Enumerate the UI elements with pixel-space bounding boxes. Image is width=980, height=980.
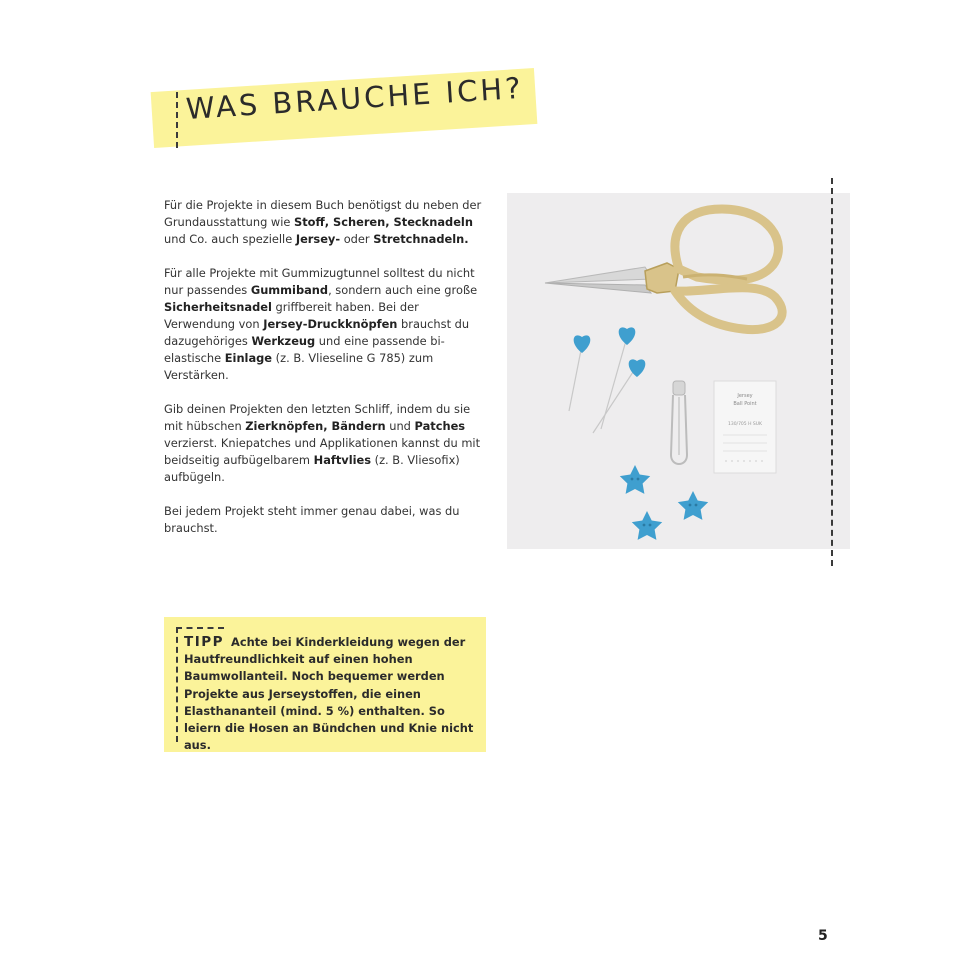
page-title: WAS BRAUCHE ICH? bbox=[184, 70, 525, 126]
photo-illustration bbox=[507, 193, 850, 549]
tip-label: TIPP bbox=[184, 634, 225, 650]
tip-dashed-line-left bbox=[176, 627, 178, 742]
tip-dashed-line-top bbox=[176, 627, 224, 629]
star-buttons-icon bbox=[620, 465, 708, 540]
paragraph-2 bbox=[164, 265, 486, 384]
p2-text-4: brauchst du dazugehöriges bbox=[164, 317, 470, 348]
p1-bold-2: Jersey- bbox=[295, 232, 341, 246]
sewing-supplies-photo bbox=[507, 193, 850, 549]
p1-bold-3: Stretchnadeln. bbox=[373, 232, 469, 246]
paragraph-1 bbox=[164, 197, 486, 248]
needle-pack bbox=[714, 381, 776, 473]
scissors-icon bbox=[545, 209, 782, 330]
needle-pack-line-1: Jersey bbox=[737, 393, 753, 399]
p3-bold-3: Haftvlies bbox=[313, 453, 372, 467]
p2-text-3: griffbereit haben. Bei der Verwendung von bbox=[164, 300, 419, 331]
p2-text-5: und eine passende bi-elastische bbox=[164, 334, 445, 365]
p3-text-1: Gib deinen Projekten den letzten Schliff, indem du sie mit hübschen bbox=[164, 402, 471, 433]
p2-bold-5: Einlage bbox=[224, 351, 273, 365]
p3-text-4: (z. B. Vliesofix) aufbügeln. bbox=[164, 453, 460, 484]
pins-icon bbox=[569, 327, 645, 433]
body-text bbox=[164, 197, 486, 554]
photo-dashed-line bbox=[831, 178, 833, 566]
p3-text-3: verzierst. Kniepatches und Applikationen kannst du mit beidseitig aufbügelbarem bbox=[164, 436, 481, 467]
p1-text-2: und Co. auch spezielle bbox=[164, 232, 296, 246]
p3-text-2: und bbox=[385, 419, 415, 433]
p1-bold-1: Stoff, Scheren, Stecknadeln bbox=[294, 215, 473, 229]
p2-text-2: , sondern auch eine große bbox=[328, 283, 478, 297]
p2-text-1: Für alle Projekte mit Gummizugtunnel solltest du nicht nur passendes bbox=[164, 266, 475, 297]
p1-text-1: Für die Projekte in diesem Buch benötigst du neben der Grundausstattung wie bbox=[164, 198, 482, 229]
p2-bold-3: Jersey-Druckknöpfen bbox=[263, 317, 398, 331]
tip-body: Achte bei Kinderkleidung wegen der Hautfreundlichkeit auf einen hohen Baumwollanteil. Noch bequemer werden Projekte aus Jerseystoffen, die einen Elasthananteil (mind. 5 %) enthalten. So leiern die Hosen an Bündchen und Knie nicht aus. bbox=[184, 635, 474, 753]
page-number: 5 bbox=[818, 928, 828, 944]
p2-bold-1: Gummiband bbox=[250, 283, 329, 297]
paragraph-4: Bei jedem Projekt steht immer genau dabei, was du brauchst. bbox=[164, 504, 460, 535]
p3-bold-1: Zierknöpfen, Bändern bbox=[245, 419, 386, 433]
needle-pack-line-2: Ball Point bbox=[733, 401, 757, 407]
p3-bold-2: Patches bbox=[414, 419, 466, 433]
paragraph-3 bbox=[164, 401, 486, 486]
p2-bold-2: Sicherheitsnadel bbox=[164, 300, 272, 314]
safety-pin-icon bbox=[671, 381, 687, 464]
p2-text-6: (z. B. Vlieseline G 785) zum Verstärken. bbox=[164, 351, 434, 382]
p1-text-3: oder bbox=[340, 232, 374, 246]
tip-text bbox=[184, 634, 478, 754]
p2-bold-4: Werkzeug bbox=[251, 334, 316, 348]
title-dashed-line bbox=[176, 92, 178, 148]
needle-pack-line-3: 130/705 H SUK bbox=[727, 422, 763, 427]
